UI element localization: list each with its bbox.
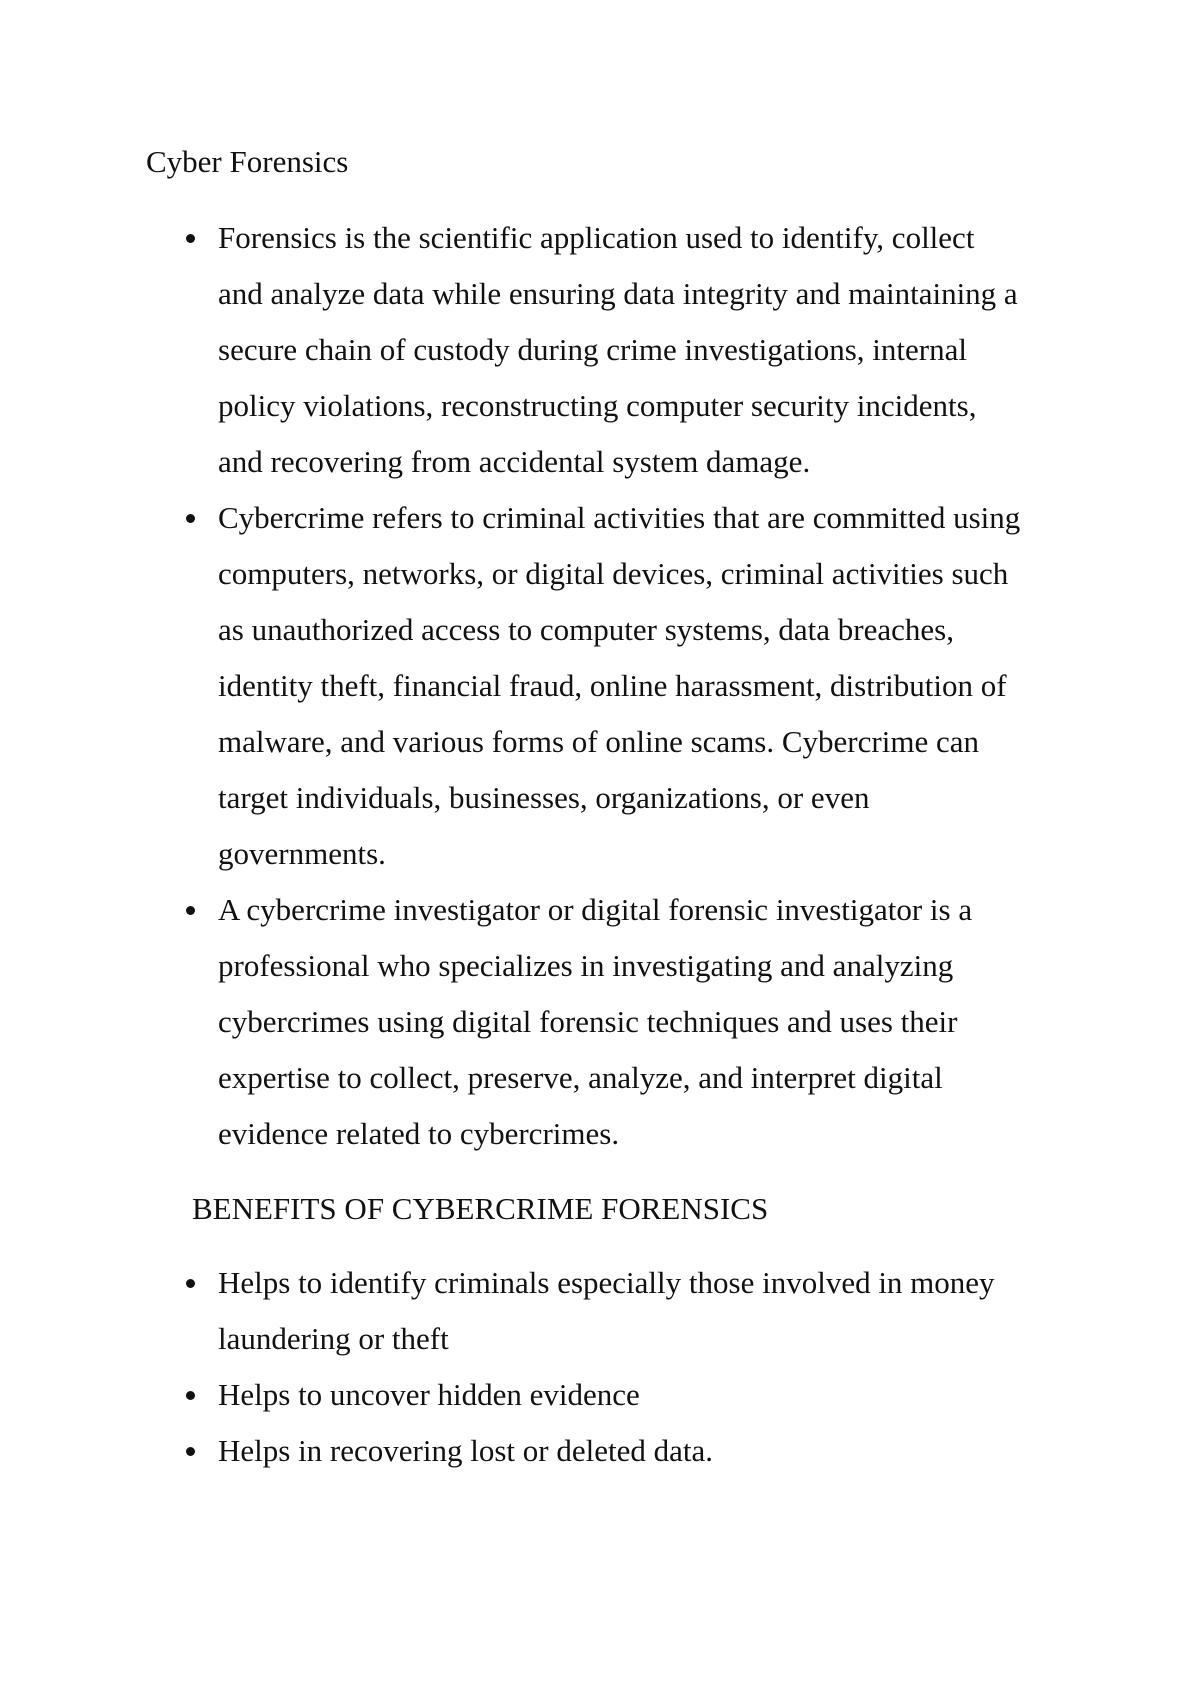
text-line: Helps in recovering lost or deleted data. xyxy=(218,1433,713,1468)
text-line: professional who specializes in investigating and analyzing xyxy=(218,948,954,983)
text-line: Cybercrime refers to criminal activities that are committed using xyxy=(218,500,1021,535)
list-item xyxy=(0,490,1068,882)
bullet-icon xyxy=(184,1255,196,1311)
text-line: identity theft, financial fraud, online harassment, distribution of xyxy=(218,668,1007,703)
text-line: policy violations, reconstructing computer security incidents, xyxy=(218,388,977,423)
bullet-icon xyxy=(184,1367,196,1423)
text-line: A cybercrime investigator or digital forensic investigator is a xyxy=(218,892,973,927)
list-item xyxy=(0,210,1068,490)
list-item xyxy=(0,882,1068,1162)
list-item xyxy=(0,1423,1068,1479)
text-line: and recovering from accidental system damage. xyxy=(218,444,811,479)
benefits-bullet-list xyxy=(0,1255,1068,1479)
list-item xyxy=(0,1255,1068,1367)
text-line: Helps to uncover hidden evidence xyxy=(218,1377,640,1412)
text-line: as unauthorized access to computer systems, data breaches, xyxy=(218,612,954,647)
text-line: Forensics is the scientific application used to identify, collect xyxy=(218,220,975,255)
text-line: Helps to identify criminals especially those involved in money xyxy=(218,1265,995,1300)
benefits-heading: BENEFITS OF CYBERCRIME FORENSICS xyxy=(192,1191,769,1226)
text-line: evidence related to cybercrimes. xyxy=(218,1116,620,1151)
bullet-icon xyxy=(184,210,196,266)
text-line: secure chain of custody during crime investigations, internal xyxy=(218,332,967,367)
text-line: expertise to collect, preserve, analyze, and interpret digital xyxy=(218,1060,943,1095)
intro-bullet-list xyxy=(0,210,1068,1162)
text-line: target individuals, businesses, organizations, or even xyxy=(218,780,870,815)
document-title: Cyber Forensics xyxy=(146,144,349,179)
list-item xyxy=(0,1367,1068,1423)
bullet-icon xyxy=(184,490,196,546)
text-line: cybercrimes using digital forensic techniques and uses their xyxy=(218,1004,958,1039)
text-line: governments. xyxy=(218,836,386,871)
bullet-icon xyxy=(184,882,196,938)
bullet-icon xyxy=(184,1423,196,1479)
text-line: malware, and various forms of online scams. Cybercrime can xyxy=(218,724,979,759)
text-line: and analyze data while ensuring data integrity and maintaining a xyxy=(218,276,1018,311)
text-line: laundering or theft xyxy=(218,1321,449,1356)
text-line: computers, networks, or digital devices, criminal activities such xyxy=(218,556,1009,591)
